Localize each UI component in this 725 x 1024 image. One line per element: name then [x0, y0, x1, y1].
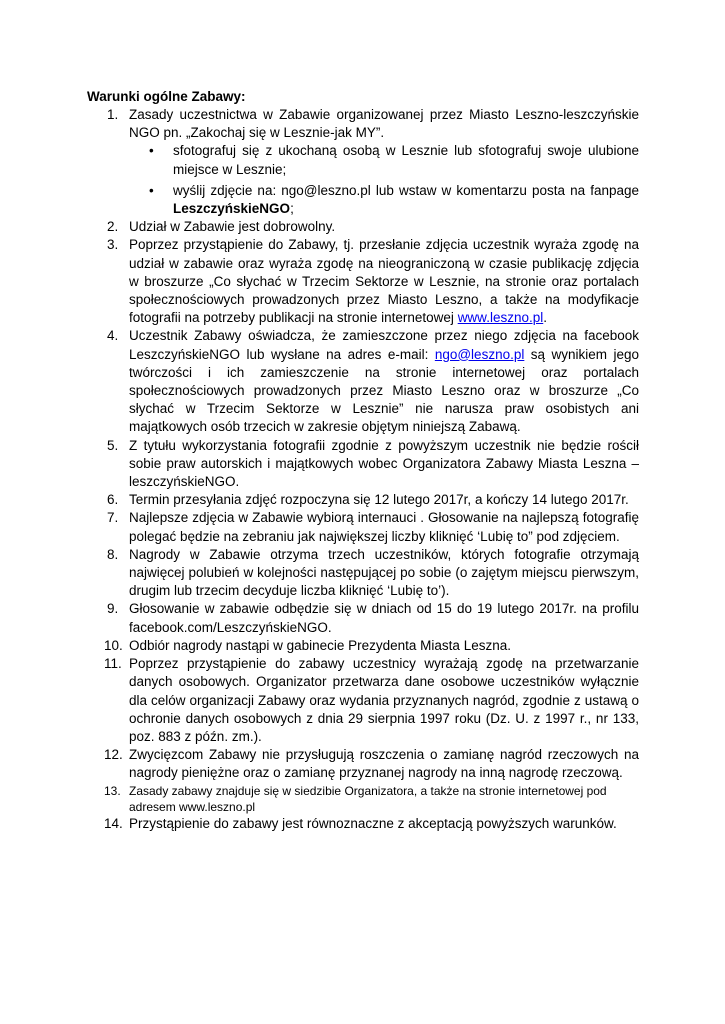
item-text: Zasady zabawy znajduje się w siedzibie Organizatora, a także na stronie internetowej pod adresem www.leszno.pl [129, 783, 607, 814]
email-link[interactable]: ngo@leszno.pl [434, 346, 525, 362]
list-item [87, 509, 639, 545]
bullet-icon: • [149, 143, 154, 159]
item-number: 12. [104, 747, 123, 763]
list-item [87, 637, 639, 655]
item-text: Zasady uczestnictwa w Zabawie organizowanej przez Miasto Leszno-leszczyńskie NGO pn. „Zakochaj się w Lesznie-jak MY”. [129, 107, 639, 141]
item-text: Uczestnik Zabawy oświadcza, że zamieszczone przez niego zdjęcia na facebook LeszczyńskieNGO lub wysłane na adres e-mail: [129, 328, 639, 362]
list-item [87, 600, 639, 636]
website-link[interactable]: www.leszno.pl [457, 310, 544, 326]
item-number: 1. [107, 107, 119, 122]
sub-list [129, 142, 639, 218]
item-text: Termin przesyłania zdjęć rozpoczyna się 12 lutego 2017r, a kończy 14 lutego 2017r. [129, 492, 629, 508]
sub-list-item [129, 182, 639, 218]
list-item [87, 327, 639, 436]
list-item [87, 236, 639, 327]
item-text: Nagrody w Zabawie otrzyma trzech uczestników, których fotografie otrzymają najwięcej polubień w kolejności następującej po sobie (o zajętym miejscu pierwszym, drugim lub trzecim decyduje liczba kliknięć ‘Lubię to’). [129, 546, 639, 599]
list-item [87, 106, 639, 218]
list-item [87, 815, 639, 833]
sub-item-text: wyślij zdjęcie na: ngo@leszno.pl lub wstaw w komentarzu posta na fanpage [173, 182, 639, 198]
list-item [87, 218, 639, 236]
item-text: Głosowanie w zabawie odbędzie się w dniach od 15 do 19 lutego 2017r. na profilu facebook.com/LeszczyńskieNGO. [129, 601, 639, 635]
list-item [87, 546, 639, 601]
item-text-end: . [543, 310, 547, 326]
item-number: 4. [107, 328, 119, 344]
sub-item-text-end: ; [290, 201, 294, 217]
list-item [87, 655, 639, 746]
item-number: 7. [107, 510, 119, 526]
item-text: Zwycięzcom Zabawy nie przysługują roszczenia o zamianę nagród rzeczowych na nagrody pieniężne oraz o zamianę przyznanej nagrody na inną nagrodę rzeczową. [129, 747, 639, 781]
item-text: Z tytułu wykorzystania fotografii zgodnie z powyższym uczestnik nie będzie rościł sobie praw autorskich i majątkowych wobec Organizatora Zabawy Miasta Leszna – leszczyńskieNGO. [129, 437, 639, 490]
bullet-icon: • [149, 182, 154, 198]
page-title: Warunki ogólne Zabawy: [87, 89, 246, 104]
sub-list-item [129, 142, 639, 178]
item-number: 6. [107, 492, 119, 508]
list-item [87, 437, 639, 492]
item-number: 13. [104, 783, 121, 798]
item-text: Przystąpienie do zabawy jest równoznaczne z akceptacją powyższych warunków. [129, 815, 617, 831]
list-item [87, 783, 639, 815]
item-text: Odbiór nagrody nastąpi w gabinecie Prezydenta Miasta Leszna. [129, 637, 511, 653]
fanpage-name: LeszczyńskieNGO [173, 201, 291, 217]
item-text: Poprzez przystąpienie do zabawy uczestnicy wyrażają zgodę na przetwarzanie danych osobowych. Organizator przetwarza dane osobowe uczestników wyłącznie dla celów organizacji Zabawy oraz wydania przyznanych nagród, zgodnie z ustawą o ochronie danych osobowych z dnia 29 sierpnia 1997 roku (Dz. U. z 1997 r., nr 133, poz. 883 z późn. zm.). [129, 656, 639, 744]
rules-list [87, 106, 639, 833]
item-text: Najlepsze zdjęcia w Zabawie wybiorą internauci . Głosowanie na najlepszą fotografię polegać będzie na zebraniu jak największej liczby kliknięć ‘Lubię to” pod zdjęciem. [129, 510, 639, 544]
item-number: 9. [107, 601, 119, 617]
item-number: 2. [107, 219, 119, 235]
item-number: 10. [104, 637, 123, 653]
list-item [87, 746, 639, 782]
item-number: 11. [104, 656, 122, 672]
item-text: Poprzez przystąpienie do Zabawy, tj. przesłanie zdjęcia uczestnik wyraża zgodę na udział w zabawie oraz wyraża zgodę na nieograniczoną w czasie publikację zdjęcia w broszurze „Co słychać w Trzecim Sektorze w Lesznie, na stronie oraz portalach społecznościowych prowadzonych przez Miasto Leszno, a także na modyfikacje fotografii na potrzeby publikacji na stronie internetowej [129, 237, 639, 326]
item-number: 8. [107, 546, 119, 562]
item-number: 14. [104, 815, 123, 831]
item-text-end: są wynikiem jego twórczości i ich zamieszczenie na stronie internetowej oraz portalach społecznościowych prowadzonych przez Miasto Leszno oraz w broszurze „Co słychać w Trzecim Sektorze w Lesznie” nie narusza praw osobistych ani majątkowych osób trzecich w zakresie objętym niniejszą Zabawą. [129, 346, 639, 435]
item-text: Udział w Zabawie jest dobrowolny. [129, 219, 336, 235]
sub-item-text: sfotografuj się z ukochaną osobą w Lesznie lub sfotografuj swoje ulubione miejsce w Lesznie; [173, 143, 639, 177]
item-number: 5. [107, 437, 119, 453]
item-number: 3. [107, 237, 119, 253]
list-item [87, 491, 639, 509]
